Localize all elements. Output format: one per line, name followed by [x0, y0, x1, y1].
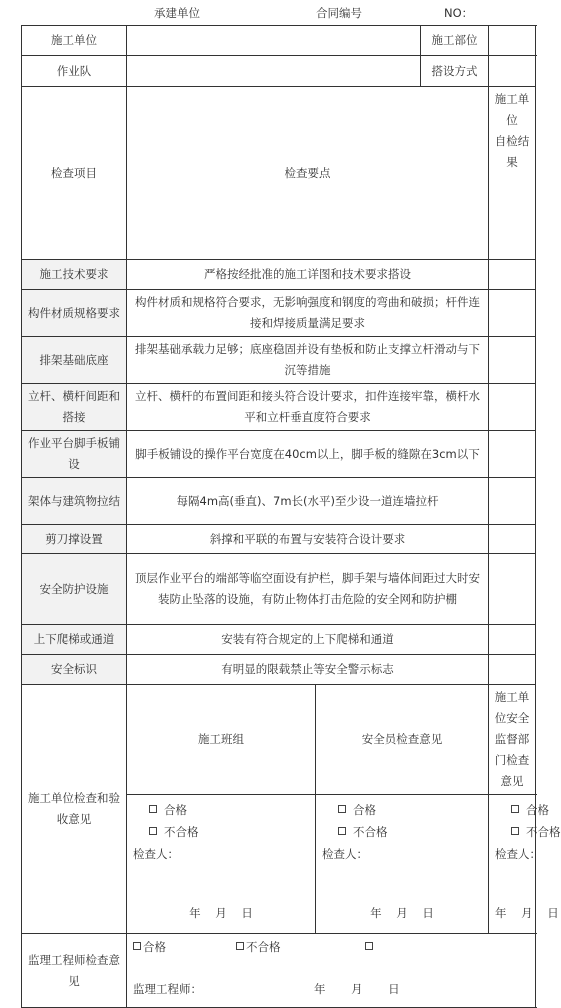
- supervisor-label: 监理工程师检查意见: [22, 934, 127, 1008]
- other-checkbox[interactable]: [365, 942, 373, 950]
- inspection-item-header: 检查项目: [22, 87, 127, 260]
- item-requirement: 脚手板铺设的操作平台宽度在40cm以上，脚手板的缝隙在3cm以下: [127, 431, 489, 478]
- inspection-points-header: 检查要点: [127, 87, 489, 260]
- item-requirement: 严格按经批准的施工详图和技术要求搭设: [127, 260, 489, 290]
- safety-dept-opinion-cell[interactable]: 合格 不合格 检查人： 年 月 日: [489, 795, 536, 934]
- table-row: [22, 260, 536, 290]
- construction-unit-value[interactable]: [127, 26, 421, 56]
- item-requirement: 顶层作业平台的端部等临空面设有护栏，脚手架与墙体间距过大时安装防止坠落的设施，有防止物体打击危险的安全网和防护棚: [127, 554, 489, 625]
- team-opinion-cell[interactable]: 合格 不合格 检查人： 年 月 日: [127, 795, 316, 934]
- item-requirement: 构件材质和规格符合要求，无影响强度和钢度的弯曲和破损；杆件连接和焊接质量满足要求: [127, 290, 489, 337]
- self-check-cell[interactable]: [489, 260, 536, 290]
- construction-site-value[interactable]: [489, 26, 536, 56]
- item-name: 安全标识: [22, 655, 127, 685]
- item-name: 剪刀撑设置: [22, 525, 127, 554]
- item-requirement: 立杆、横杆的布置间距和接头符合设计要求，扣件连接牢靠，横杆水平和立杆垂直度符合要求: [127, 384, 489, 431]
- table-row: [22, 525, 536, 554]
- self-check-cell[interactable]: [489, 525, 536, 554]
- self-check-cell[interactable]: [489, 625, 536, 655]
- table-row: [22, 625, 536, 655]
- item-name: 施工技术要求: [22, 260, 127, 290]
- inspector-label: 检查人：: [495, 847, 542, 861]
- erection-method-value[interactable]: [489, 56, 536, 87]
- erection-method-label: 搭设方式: [421, 56, 489, 87]
- table-row: [22, 431, 536, 478]
- contractor-label: 承建单位: [154, 6, 200, 20]
- work-team-label: 作业队: [22, 56, 127, 87]
- self-check-cell[interactable]: [489, 554, 536, 625]
- team-header: 施工班组: [127, 685, 316, 795]
- document-number-label: NO：: [444, 6, 474, 20]
- item-name: 排架基础底座: [22, 337, 127, 384]
- table-row: [22, 478, 536, 525]
- work-team-value[interactable]: [127, 56, 421, 87]
- supervisor-engineer-label: 监理工程师：: [133, 982, 202, 996]
- self-check-cell[interactable]: [489, 431, 536, 478]
- self-check-header: 施工单位 自检结果: [489, 87, 536, 260]
- table-row: [22, 554, 536, 625]
- item-requirement: 每隔4m高(垂直)、7m长(水平)至少设一道连墙拉杆: [127, 478, 489, 525]
- item-requirement: 有明显的限载禁止等安全警示标志: [127, 655, 489, 685]
- pass-checkbox[interactable]: [149, 805, 157, 813]
- item-requirement: 安装有符合规定的上下爬梯和通道: [127, 625, 489, 655]
- date-label: 年 月 日: [370, 906, 434, 920]
- supervisor-opinion-cell[interactable]: 合格 不合格 监理工程师： 年 月 日: [127, 934, 536, 1008]
- acceptance-label: 施工单位检查和验收意见: [22, 685, 127, 934]
- safety-officer-header: 安全员检查意见: [316, 685, 489, 795]
- fail-checkbox[interactable]: [338, 827, 346, 835]
- pass-checkbox[interactable]: [338, 805, 346, 813]
- item-name: 构件材质规格要求: [22, 290, 127, 337]
- item-name: 上下爬梯或通道: [22, 625, 127, 655]
- safety-dept-header: 施工单位安全监督部门检查意见: [489, 685, 536, 795]
- supervisor-date-label: 年 月 日: [314, 982, 400, 996]
- date-label: 年 月 日: [495, 906, 559, 920]
- pass-checkbox[interactable]: [133, 942, 141, 950]
- item-requirement: 斜撑和平联的布置与安装符合设计要求: [127, 525, 489, 554]
- item-name: 架体与建筑物拉结: [22, 478, 127, 525]
- construction-site-label: 施工部位: [421, 26, 489, 56]
- inspector-label: 检查人：: [133, 847, 179, 861]
- fail-checkbox[interactable]: [149, 827, 157, 835]
- item-name: 安全防护设施: [22, 554, 127, 625]
- self-check-cell[interactable]: [489, 384, 536, 431]
- item-name: 立杆、横杆间距和搭接: [22, 384, 127, 431]
- item-name: 作业平台脚手板铺设: [22, 431, 127, 478]
- pass-checkbox[interactable]: [511, 805, 519, 813]
- inspection-form: [21, 25, 561, 996]
- construction-unit-label: 施工单位: [22, 26, 127, 56]
- fail-checkbox[interactable]: [511, 827, 519, 835]
- self-check-cell[interactable]: [489, 478, 536, 525]
- table-row: [22, 655, 536, 685]
- table-row: [22, 337, 536, 384]
- self-check-cell[interactable]: [489, 290, 536, 337]
- contract-number-label: 合同编号: [316, 6, 362, 20]
- self-check-cell[interactable]: [489, 337, 536, 384]
- date-label: 年 月 日: [189, 906, 253, 920]
- item-requirement: 排架基础承载力足够；底座稳固并设有垫板和防止支撑立杆滑动与下沉等措施: [127, 337, 489, 384]
- table-row: [22, 384, 536, 431]
- inspector-label: 检查人：: [322, 847, 368, 861]
- safety-officer-opinion-cell[interactable]: 合格 不合格 检查人： 年 月 日: [316, 795, 489, 934]
- self-check-cell[interactable]: [489, 655, 536, 685]
- fail-checkbox[interactable]: [236, 942, 244, 950]
- table-row: [22, 290, 536, 337]
